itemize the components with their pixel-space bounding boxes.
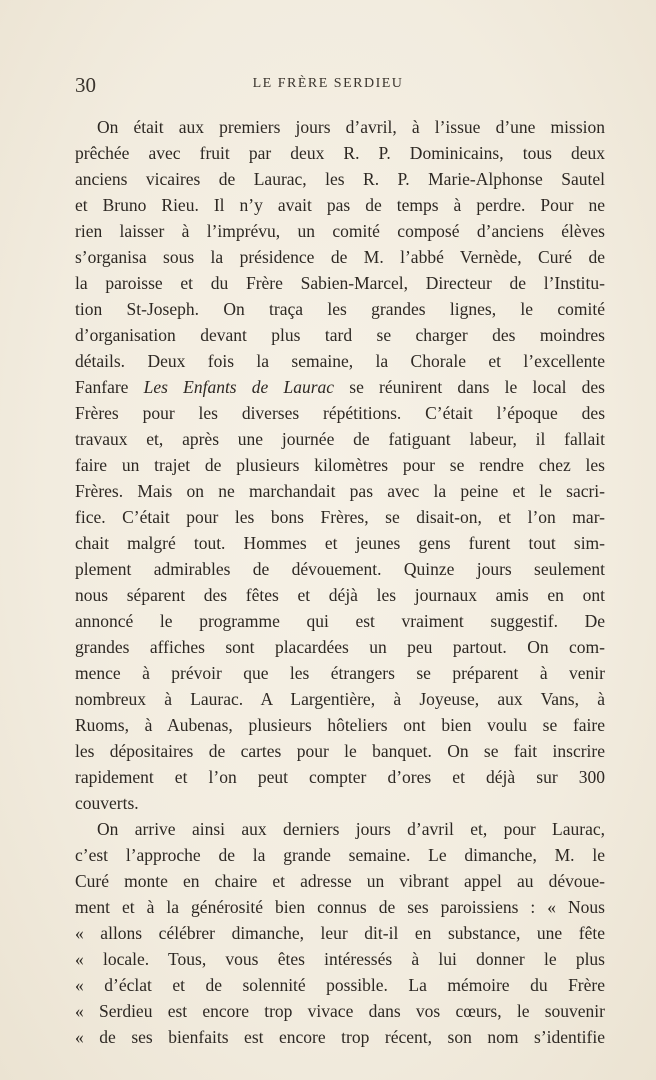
text-line: et Bruno Rieu. Il n’y avait pas de temps à perdre. Pour ne (75, 195, 605, 215)
text-line: Frères. Mais on ne marchandait pas avec la peine et le sacri- (75, 481, 605, 501)
text-line: les dépositaires de cartes pour le banquet. On se fait inscrire (75, 741, 605, 761)
text-line: plement admirables de dévouement. Quinze jours seulement (75, 559, 605, 579)
text-line: « de ses bienfaits est encore trop récent, son nom s’identifie (75, 1027, 605, 1047)
text-line: annoncé le programme qui est vraiment suggestif. De (75, 611, 605, 631)
text-line: « Serdieu est encore trop vivace dans vos cœurs, le souvenir (75, 1001, 605, 1021)
text-line: prêchée avec fruit par deux R. P. Dominicains, tous deux (75, 143, 605, 163)
text-line: rapidement et l’on peut compter d’ores et déjà sur 300 (75, 767, 605, 787)
text-line: Curé monte en chaire et adresse un vibrant appel au dévoue- (75, 871, 605, 891)
text-line: « allons célébrer dimanche, leur dit-il en substance, une fête (75, 923, 605, 943)
text-line: détails. Deux fois la semaine, la Chorale et l’excellente (75, 351, 605, 371)
text-line: rien laisser à l’imprévu, un comité composé d’anciens élèves (75, 221, 605, 241)
page-number: 30 (75, 73, 96, 97)
text-line: anciens vicaires de Laurac, les R. P. Marie-Alphonse Sautel (75, 169, 605, 189)
italic-title: Les Enfants de Laurac (143, 377, 335, 397)
running-title: LE FRÈRE SERDIEU (252, 76, 404, 91)
text-line: nous séparent des fêtes et déjà les journaux amis en ont (75, 585, 605, 605)
body-text (75, 114, 605, 1050)
text-line: la paroisse et du Frère Sabien-Marcel, Directeur de l’Institu- (75, 273, 605, 293)
text-line: s’organisa sous la présidence de M. l’abbé Vernède, Curé de (75, 247, 605, 267)
text-line: faire un trajet de plusieurs kilomètres pour se rendre chez les (75, 455, 605, 475)
text-line: ment et à la générosité bien connus de ses paroissiens : « Nous (75, 897, 605, 917)
text-line: travaux et, après une journée de fatiguant labeur, il fallait (75, 429, 605, 449)
text-line: chait malgré tout. Hommes et jeunes gens furent tout sim- (75, 533, 605, 553)
text-line: On était aux premiers jours d’avril, à l’issue d’une mission (97, 117, 605, 137)
text-line: couverts. (75, 793, 139, 813)
text-line: mence à prévoir que les étrangers se préparent à venir (75, 663, 605, 683)
text-line: On arrive ainsi aux derniers jours d’avril et, pour Laurac, (97, 819, 605, 839)
text-fragment: se réunirent dans le local des (349, 377, 605, 397)
text-line: Ruoms, à Aubenas, plusieurs hôteliers ont bien voulu se faire (75, 715, 605, 735)
text-line: c’est l’approche de la grande semaine. Le dimanche, M. le (75, 845, 605, 865)
text-line: « locale. Tous, vous êtes intéressés à lui donner le plus (75, 949, 605, 969)
text-line: grandes affiches sont placardées un peu partout. On com- (75, 637, 605, 657)
text-line: nombreux à Laurac. A Largentière, à Joyeuse, aux Vans, à (75, 689, 605, 709)
text-line-with-italic (75, 374, 605, 400)
text-line: tion St-Joseph. On traça les grandes lignes, le comité (75, 299, 605, 319)
text-line: fice. C’était pour les bons Frères, se disait-on, et l’on mar- (75, 507, 605, 527)
text-fragment: Fanfare (75, 377, 129, 397)
text-line: Frères pour les diverses répétitions. C’était l’époque des (75, 403, 605, 423)
text-line: d’organisation devant plus tard se charger des moindres (75, 325, 605, 345)
text-line: « d’éclat et de solennité possible. La mémoire du Frère (75, 975, 605, 995)
